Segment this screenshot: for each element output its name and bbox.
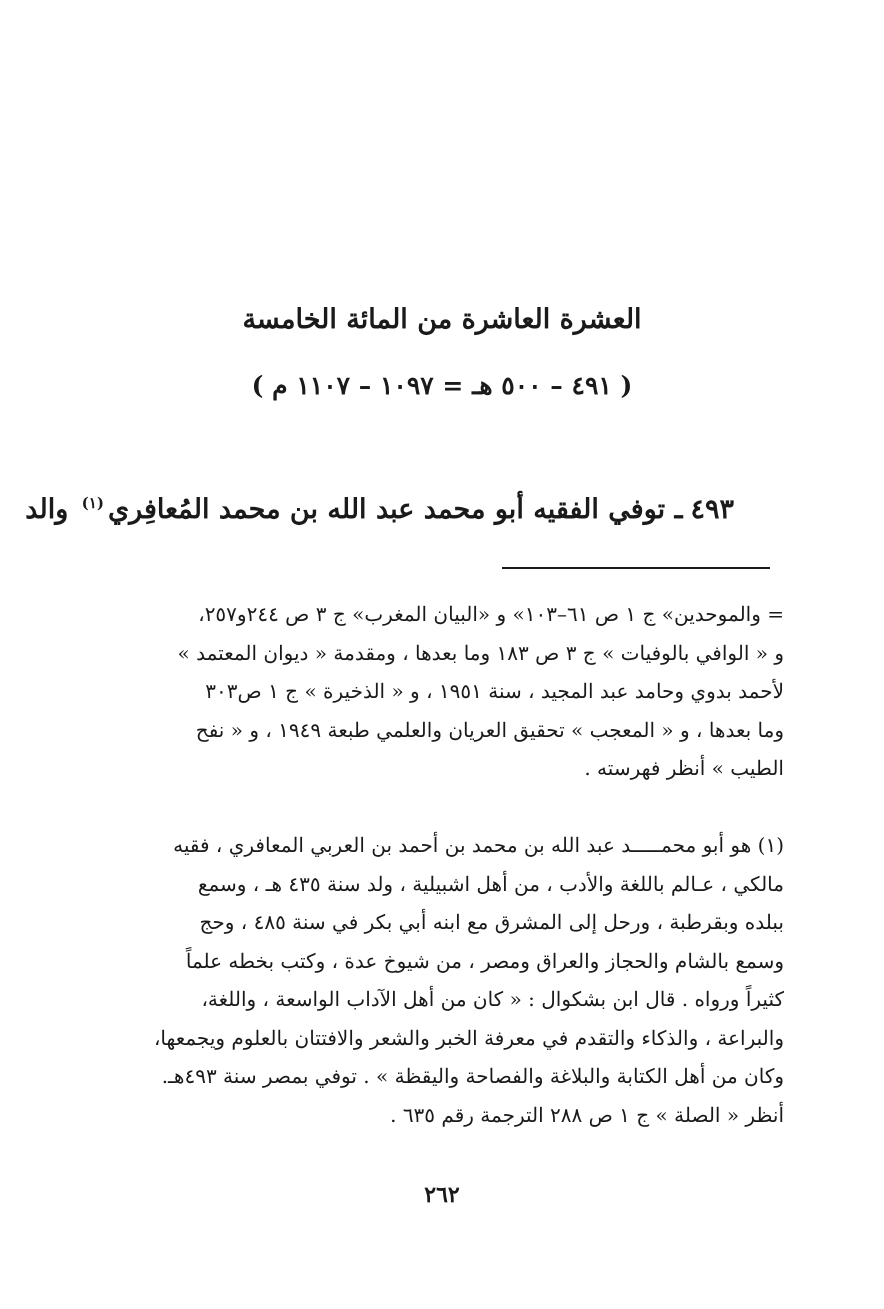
entry-line — [25, 488, 734, 532]
entry-text: توفي الفقيه أبو محمد عبد الله بن محمد المُعافِري — [107, 494, 666, 525]
footnote-line: كثيراً ورواه . قال ابن بشكوال : « كان من أهل الآداب الواسعة ، واللغة، — [201, 987, 784, 1011]
footnote-reference: (١) — [81, 494, 104, 512]
footnote-line: و « الوافي بالوفيات » ج ٣ ص ١٨٣ وما بعدها ، ومقدمة « ديوان المعتمد » — [177, 640, 784, 665]
footnote-line: ببلده وبقرطبة ، ورحل إلى المشرق مع ابنه أبي بكر في سنة ٤٨٥ ، وحج — [199, 910, 784, 934]
footnote-line: أنظر « الصلة » ج ١ ص ٢٨٨ الترجمة رقم ٦٣٥ . — [390, 1102, 784, 1127]
footnote-line: وسمع بالشام والحجاز والعراق ومصر ، من شيوخ عدة ، وكتب بخطه علماً — [185, 948, 784, 973]
section-title: العشرة العاشرة من المائة الخامسة — [242, 304, 642, 335]
footnote-line: والبراعة ، والذكاء والتقدم في معرفة الخبر والشعر والافتتان بالعلوم ويجمعها، — [153, 1025, 784, 1050]
footnote-line: مالكي ، عـالم باللغة والأدب ، من أهل اشبيلية ، ولد سنة ٤٣٥ هـ ، وسمع — [197, 871, 784, 896]
footnote-line: = والموحدين» ج ١ ص ٦١–١٠٣» و «البيان المغرب» ج ٣ ص ٢٤٤و٢٥٧، — [198, 602, 784, 626]
footnote-line: وكان من أهل الكتابة والبلاغة والفصاحة واليقظة » . توفي بمصر سنة ٤٩٣هـ. — [161, 1064, 784, 1088]
continued-footnote — [102, 595, 784, 788]
section-date-range: ( ٤٩١ – ٥٠٠ هـ = ١٠٩٧ – ١١٠٧ م ) — [251, 371, 633, 400]
entry-continuation: والد — [25, 494, 69, 525]
footnote-1 — [102, 826, 784, 1134]
page-number: ٢٦٢ — [424, 1182, 460, 1208]
entry-dash: ـ — [674, 494, 683, 525]
footnote-line: لأحمد بدوي وحامد عبد المجيد ، سنة ١٩٥١ ، و « الذخيرة » ج ١ ص٣٠٣ — [205, 679, 784, 703]
footnote-line: (١) هو أبو محمـــــد عبد الله بن محمد بن أحمد بن العربي المعافري ، فقيه — [173, 833, 784, 857]
footnote-line: وما بعدها ، و « المعجب » تحقيق العريان والعلمي طبعة ١٩٤٩ ، و « نفح — [195, 717, 784, 742]
entry-number: ٤٩٣ — [690, 494, 734, 525]
footnote-line: الطيب » أنظر فهرسته . — [584, 756, 784, 780]
footnote-divider — [502, 567, 770, 569]
